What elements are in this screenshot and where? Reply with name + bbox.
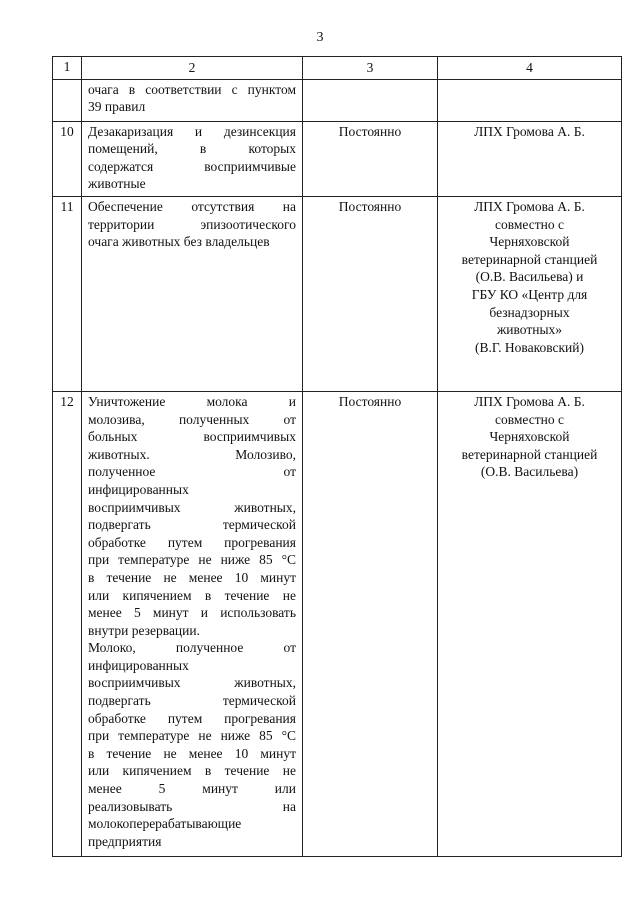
- responsible-line: ЛПХ Громова А. Б.: [474, 123, 585, 139]
- responsible-cell: [438, 196, 622, 391]
- row-number-cell: 12: [53, 391, 82, 856]
- measure-line: Уничтожение молока и: [88, 393, 296, 409]
- responsible-line: ветеринарной станцией: [461, 251, 598, 267]
- measure-line: территории эпизоотического: [88, 216, 296, 232]
- responsible-line: совместно с: [495, 216, 564, 232]
- measure-cell: [82, 391, 303, 856]
- responsible-cell: [438, 79, 622, 121]
- responsible-line: (О.В. Васильева): [480, 464, 579, 480]
- measures-table: [52, 56, 622, 857]
- responsible-line: ЛПХ Громова А. Б.: [474, 198, 585, 214]
- table-row-continuation: [53, 79, 622, 121]
- measure-line: молокоперерабатывающие: [88, 816, 242, 832]
- measure-line: полученное от: [88, 464, 296, 480]
- header-col-1: 1: [53, 57, 82, 80]
- responsible-line: животных»: [496, 322, 563, 338]
- measure-line: обработке путем прогревания: [88, 710, 296, 726]
- measure-line: содержатся восприимчивые: [88, 158, 296, 174]
- measure-line: реализовывать на: [88, 798, 296, 814]
- measure-line: очага в соответствии с пунктом: [88, 81, 296, 97]
- measure-line: Молоко, полученное от: [88, 640, 296, 656]
- responsible-line: (О.В. Васильева) и: [475, 269, 584, 285]
- measure-line: в течение не менее 10 минут: [88, 745, 296, 761]
- measure-line: в течение не менее 10 минут: [88, 569, 296, 585]
- measure-line: помещений, в которых: [88, 141, 296, 157]
- responsible-line: ГБУ КО «Центр для: [471, 286, 588, 302]
- responsible-line: Черняховской: [489, 429, 570, 445]
- row-number-cell: 11: [53, 196, 82, 391]
- measure-line: подвергать термической: [88, 517, 296, 533]
- table-header: [53, 57, 622, 80]
- measure-line: больных восприимчивых: [88, 429, 296, 445]
- table-row: [53, 391, 622, 856]
- measure-line: инфицированных: [88, 481, 189, 497]
- row-number-cell: 10: [53, 121, 82, 196]
- measure-line: обработке путем прогревания: [88, 534, 296, 550]
- term-cell: Постоянно: [303, 391, 438, 856]
- table-row: [53, 121, 622, 196]
- measure-line: инфицированных: [88, 657, 189, 673]
- measure-line: или кипячением в течение не: [88, 763, 296, 779]
- responsible-line: безнадзорных: [489, 304, 570, 320]
- measure-line: менее 5 минут или: [88, 781, 296, 797]
- measure-line: при температуре не ниже 85 °С: [88, 728, 296, 744]
- page-number: 3: [316, 30, 324, 45]
- measure-line: менее 5 минут и использовать: [88, 605, 296, 621]
- measure-line: внутри резервации.: [88, 622, 200, 638]
- header-col-3: 3: [303, 57, 438, 80]
- measure-line: восприимчивых животных,: [88, 675, 296, 691]
- table-row: [53, 196, 622, 391]
- responsible-cell: [438, 121, 622, 196]
- term-cell: [303, 79, 438, 121]
- responsible-line: ветеринарной станцией: [461, 446, 598, 462]
- responsible-line: Черняховской: [489, 234, 570, 250]
- term-cell: Постоянно: [303, 121, 438, 196]
- measure-line: молозива, полученных от: [88, 411, 296, 427]
- measure-line: животные: [88, 176, 146, 192]
- responsible-line: совместно с: [495, 411, 564, 427]
- header-col-4: 4: [438, 57, 622, 80]
- measure-line: 39 правил: [88, 99, 146, 115]
- measure-line: восприимчивых животных,: [88, 499, 296, 515]
- measure-line: Обеспечение отсутствия на: [88, 198, 296, 214]
- responsible-line: (В.Г. Новаковский): [474, 339, 584, 355]
- measure-cell: [82, 79, 303, 121]
- responsible-cell: [438, 391, 622, 856]
- measure-line: очага животных без владельцев: [88, 234, 270, 250]
- measure-cell: [82, 196, 303, 391]
- measure-line: или кипячением в течение не: [88, 587, 296, 603]
- measure-cell: [82, 121, 303, 196]
- measure-line: при температуре не ниже 85 °С: [88, 552, 296, 568]
- header-row: [53, 57, 622, 80]
- measure-line: животных. Молозиво,: [88, 446, 296, 462]
- measure-line: предприятия: [88, 833, 162, 849]
- header-col-2: 2: [82, 57, 303, 80]
- measure-line: Дезакаризация и дезинсекция: [88, 123, 296, 139]
- responsible-line: ЛПХ Громова А. Б.: [474, 393, 585, 409]
- term-cell: Постоянно: [303, 196, 438, 391]
- measure-line: подвергать термической: [88, 693, 296, 709]
- row-number-cell: [53, 79, 82, 121]
